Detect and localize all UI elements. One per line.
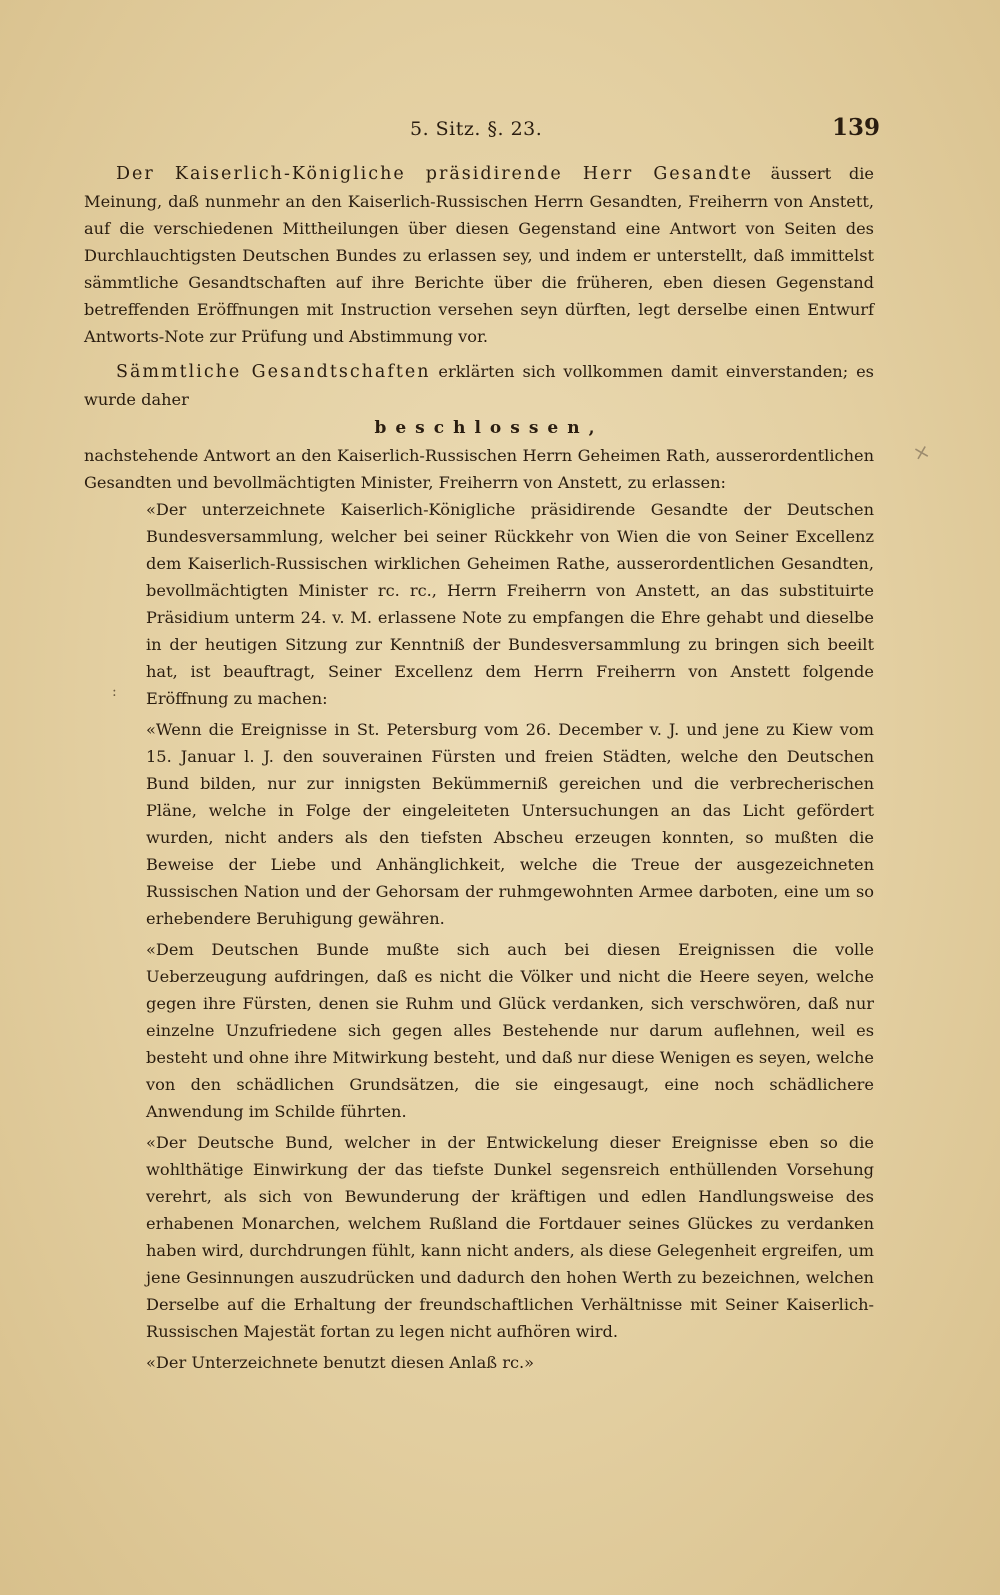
decision-heading: beschlossen, bbox=[374, 418, 604, 438]
quote-paragraph: «Der unterzeichnete Kaiserlich-Königliche präsidirende Gesandte der Deutschen Bundesversammlung, welcher bei seiner Rückkehr von Wien die von Seiner Excellenz dem Kaiserlich-Russischen wirklichen Geheimen Rathe, ausserordentlichen Gesandten, bevollmächtigten Minister rc. rc., Herrn Freiherrn von Anstett, an das substituirte Präsidium unterm 24. v. M. erlassene Note zu empfangen die Ehre gehabt und dieselbe in der heutigen Sitzung zur Kenntniß der Bundesversammlung zu bringen sich beeilt hat, ist beauftragt, Seiner Excellenz dem Herrn Freiherrn von Anstett folgende Eröffnung zu machen: bbox=[146, 500, 874, 708]
quote-paragraph: «Wenn die Ereignisse in St. Petersburg vom 26. December v. J. und jene zu Kiew vom 15. Januar l. J. den souverainen Fürsten und freien Städten, welche den Deutschen Bund bilden, nur zur innigsten Bekümmerniß gereichen und die verbrecherischen Pläne, welche in Folge der eingeleiteten Untersuchungen an das Licht gefördert wurden, nicht anders als den tiefsten Abscheu erzeugen konnten, so mußten die Beweise der Liebe und Anhänglichkeit, welche die Treue der ausgezeichneten Russischen Nation und der Gehorsam der ruhmgewohnten Armee darboten, eine um so erhebendere Beruhigung gewähren. bbox=[146, 720, 874, 928]
page-body bbox=[84, 160, 874, 1380]
paragraph-lead: Sämmtliche Gesandtschaften bbox=[116, 362, 431, 382]
quote-paragraph: «Der Unterzeichnete benutzt diesen Anlaß rc.» bbox=[146, 1353, 535, 1372]
quote-paragraph: «Der Deutsche Bund, welcher in der Entwickelung dieser Ereignisse eben so die wohlthätige Einwirkung der das tiefste Dunkel segensreich enthüllenden Vorsehung verehrt, als sich von Bewunderung der kräftigen und edlen Handlungsweise des erhabenen Monarchen, welchem Rußland die Fortdauer seines Glückes zu verdanken haben wird, durchdrungen fühlt, kann nicht anders, als diese Gelegenheit ergreifen, um jene Gesinnungen auszudrücken und dadurch den hohen Werth zu bezeichnen, welchen Derselbe auf die Erhaltung der freundschaftlichen Verhältnisse mit Seiner Kaiserlich-Russischen Majestät fortan zu legen nicht aufhören wird. bbox=[146, 1133, 874, 1341]
paragraph-text: äussert die Meinung, daß nunmehr an den Kaiserlich-Russischen Herrn Gesandten, Freiherrn von Anstett, auf die verschiedenen Mittheilungen über diesen Gegenstand eine Antwort von Seiten des Durchlauchtigsten Deutschen Bundes zu erlassen sey, und indem er unterstellt, daß immittelst sämmtliche Gesandtschaften auf ihre Berichte über die früheren, eben diesen Gegenstand betreffenden Eröffnungen mit Instruction versehen seyn dürften, legt derselbe einen Entwurf Antworts-Note zur Prüfung und Abstimmung vor. bbox=[84, 164, 874, 346]
paragraph-opinion bbox=[84, 160, 874, 350]
page-header bbox=[80, 114, 880, 148]
paragraph-lead: Der Kaiserlich-Königliche präsidirende Herr Gesandte bbox=[116, 164, 753, 184]
page-number: 139 bbox=[831, 114, 880, 141]
paragraph-text: erklärten sich vollkommen damit einverstanden; es wurde daher bbox=[84, 362, 874, 409]
running-head: 5. Sitz. §. 23. bbox=[410, 118, 543, 140]
paragraph-agreement bbox=[84, 358, 874, 413]
note-quotation bbox=[84, 496, 874, 1376]
quote-paragraph: «Dem Deutschen Bunde mußte sich auch bei diesen Ereignissen die volle Ueberzeugung aufdringen, daß es nicht die Völker und nicht die Heere seyen, welche gegen ihre Fürsten, denen sie Ruhm und Glück verdanken, sich verschwören, daß nur einzelne Unzufriedene sich gegen alles Bestehende nur darum auflehnen, weil es besteht und ohne ihre Mitwirkung besteht, und daß nur diese Wenigen es seyen, welche von den schädlichen Grundsätzen, die sie eingesaugt, eine noch schädlichere Anwendung im Schilde führten. bbox=[146, 940, 874, 1121]
pencil-mark-icon: × bbox=[910, 438, 933, 466]
margin-dot-icon: : bbox=[112, 684, 117, 700]
paragraph-resolution: nachstehende Antwort an den Kaiserlich-Russischen Herrn Geheimen Rath, ausserordentlichen Gesandten und bevollmächtigten Minister, Freiherrn von Anstett, zu erlassen: bbox=[84, 446, 874, 492]
